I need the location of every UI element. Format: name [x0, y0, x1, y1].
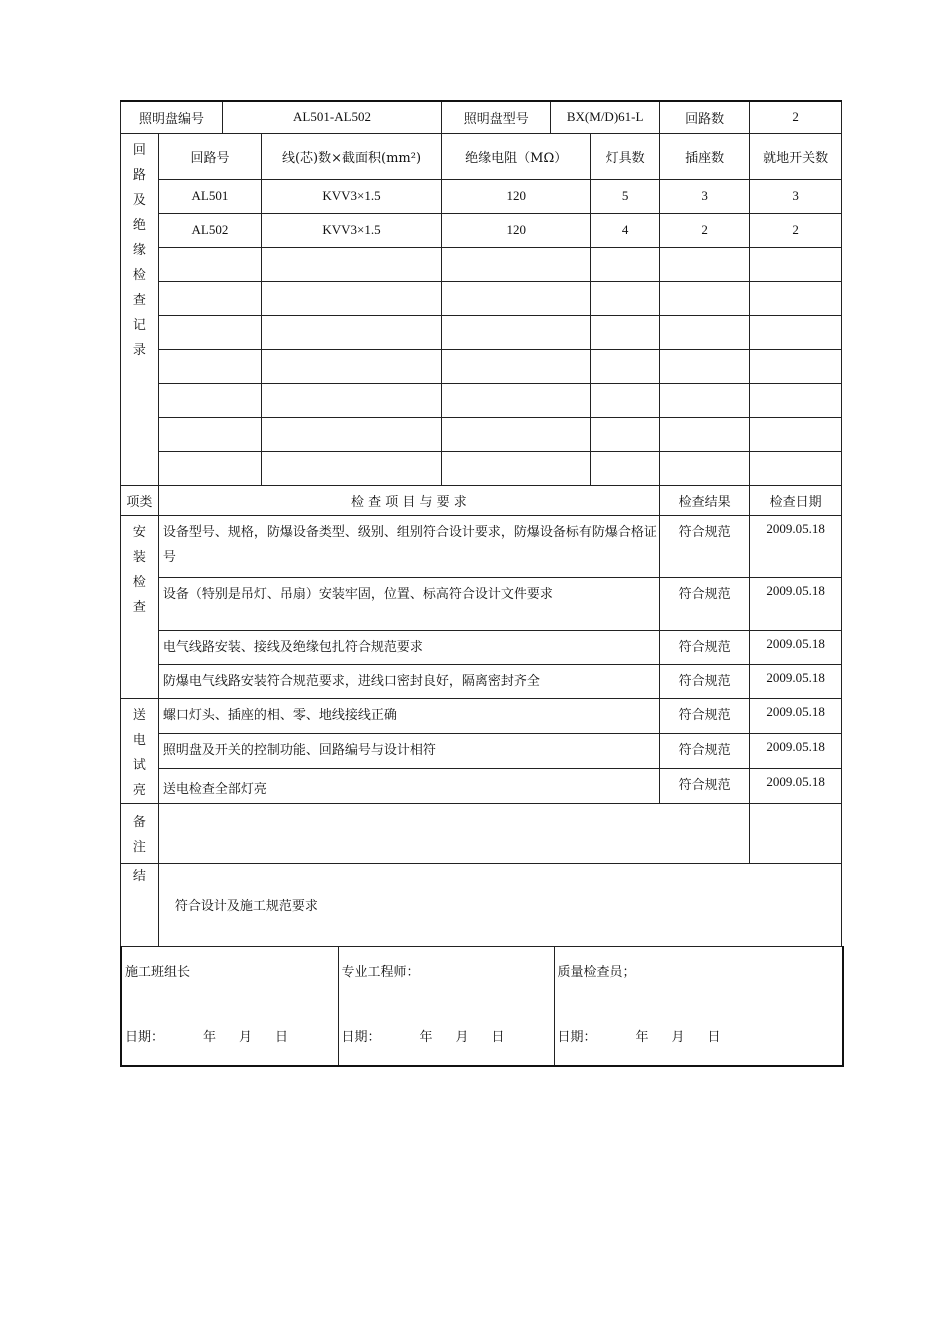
table-cell — [158, 281, 261, 315]
inspection-date: 2009.05.18 — [750, 630, 842, 664]
inspection-result: 符合规范 — [659, 515, 750, 577]
table-row — [121, 383, 842, 417]
inspection-row — [121, 664, 842, 698]
date-header: 检查日期 — [750, 485, 842, 515]
panel-no-value: AL501-AL502 — [223, 101, 442, 133]
table-cell — [659, 383, 750, 417]
table-cell: 5 — [591, 179, 659, 213]
main-table — [120, 100, 842, 947]
inspection-row — [121, 768, 842, 803]
table-cell: 2 — [750, 213, 842, 247]
table-cell — [659, 451, 750, 485]
column-header: 绝缘电阻（MΩ） — [442, 133, 591, 179]
inspection-row — [121, 577, 842, 630]
inspection-result: 符合规范 — [659, 733, 750, 768]
column-header: 灯具数 — [591, 133, 659, 179]
table-cell — [591, 247, 659, 281]
table-cell — [262, 349, 442, 383]
panel-no-label: 照明盘编号 — [121, 101, 223, 133]
table-cell — [750, 281, 842, 315]
inspection-date: 2009.05.18 — [750, 698, 842, 733]
circuit-columns-row — [121, 133, 842, 179]
table-cell — [591, 349, 659, 383]
table-cell: 4 — [591, 213, 659, 247]
inspection-row — [121, 698, 842, 733]
table-cell: AL501 — [158, 179, 261, 213]
table-cell — [750, 247, 842, 281]
inspection-date: 2009.05.18 — [750, 515, 842, 577]
signature-table — [120, 946, 844, 1068]
table-cell — [591, 451, 659, 485]
inspection-date: 2009.05.18 — [750, 768, 842, 803]
table-cell: 120 — [442, 179, 591, 213]
table-cell — [262, 451, 442, 485]
signature-role: 质量检查员； — [557, 964, 636, 980]
table-row — [121, 179, 842, 213]
inspection-row — [121, 515, 842, 577]
header-row — [121, 101, 842, 133]
power-test-section-label: 送 电 试 亮 — [121, 698, 159, 803]
inspection-date: 2009.05.18 — [750, 664, 842, 698]
table-cell: 3 — [750, 179, 842, 213]
inspection-row — [121, 733, 842, 768]
table-cell — [591, 383, 659, 417]
category-header: 项类 — [121, 485, 159, 515]
signature-role: 施工班组长 — [125, 964, 191, 980]
signature-date: 日期： 年 月 日 — [341, 1029, 505, 1045]
table-cell — [262, 315, 442, 349]
conclusion-label: 结 — [121, 863, 159, 946]
panel-model-value: BX(M/D)61-L — [551, 101, 659, 133]
table-cell — [659, 247, 750, 281]
table-cell — [262, 417, 442, 451]
table-cell — [442, 417, 591, 451]
table-cell — [442, 349, 591, 383]
column-header: 线(芯)数×截面积(mm²) — [262, 133, 442, 179]
remarks-row — [121, 803, 842, 863]
table-cell: 120 — [442, 213, 591, 247]
table-row — [121, 281, 842, 315]
table-row — [121, 349, 842, 383]
table-cell — [659, 417, 750, 451]
signature-row — [121, 946, 843, 1066]
table-cell — [750, 315, 842, 349]
table-cell — [262, 247, 442, 281]
remarks-label: 备 注 — [121, 803, 159, 863]
table-cell — [659, 281, 750, 315]
result-header: 检查结果 — [659, 485, 750, 515]
signature-cell — [338, 946, 554, 1066]
table-cell — [158, 417, 261, 451]
conclusion-row — [121, 863, 842, 946]
table-row — [121, 247, 842, 281]
signature-date: 日期： 年 月 日 — [125, 1029, 289, 1045]
table-cell — [158, 247, 261, 281]
signature-role: 专业工程师： — [341, 964, 420, 980]
table-cell — [442, 315, 591, 349]
inspection-header-row — [121, 485, 842, 515]
table-cell — [158, 383, 261, 417]
table-cell — [158, 315, 261, 349]
signature-cell — [554, 946, 843, 1066]
inspection-result: 符合规范 — [659, 664, 750, 698]
table-cell — [442, 383, 591, 417]
signature-date: 日期： 年 月 日 — [557, 1029, 721, 1045]
table-row — [121, 417, 842, 451]
table-row — [121, 315, 842, 349]
remarks-content — [158, 803, 749, 863]
installation-section-label: 安 装 检 查 — [121, 515, 159, 698]
inspection-item: 电气线路安装、接线及绝缘包扎符合规范要求 — [158, 630, 659, 664]
table-cell: 2 — [659, 213, 750, 247]
inspection-item: 螺口灯头、插座的相、零、地线接线正确 — [158, 698, 659, 733]
table-cell — [442, 281, 591, 315]
circuit-section-label: 回 路 及 绝 缘 检 查 记 录 — [121, 133, 159, 485]
table-cell: KVV3×1.5 — [262, 213, 442, 247]
table-cell — [158, 451, 261, 485]
inspection-result: 符合规范 — [659, 698, 750, 733]
table-cell — [158, 349, 261, 383]
table-cell — [591, 315, 659, 349]
table-row — [121, 213, 842, 247]
items-header: 检 查 项 目 与 要 求 — [158, 485, 659, 515]
table-cell — [262, 383, 442, 417]
table-cell — [442, 451, 591, 485]
table-cell — [659, 349, 750, 383]
inspection-item: 设备型号、规格，防爆设备类型、级别、组别符合设计要求，防爆设备标有防爆合格证号 — [158, 515, 659, 577]
conclusion-content: 符合设计及施工规范要求 — [158, 863, 841, 946]
inspection-form — [120, 100, 842, 1067]
table-cell — [442, 247, 591, 281]
table-cell — [591, 281, 659, 315]
column-header: 插座数 — [659, 133, 750, 179]
table-cell — [750, 349, 842, 383]
table-cell — [750, 383, 842, 417]
inspection-result: 符合规范 — [659, 768, 750, 803]
signature-cell — [121, 946, 338, 1066]
inspection-item: 送电检查全部灯亮 — [158, 768, 659, 803]
inspection-item: 防爆电气线路安装符合规范要求，进线口密封良好，隔离密封齐全 — [158, 664, 659, 698]
panel-model-label: 照明盘型号 — [442, 101, 551, 133]
inspection-date: 2009.05.18 — [750, 577, 842, 630]
table-row — [121, 451, 842, 485]
remarks-extra — [750, 803, 842, 863]
column-header: 回路号 — [158, 133, 261, 179]
circuit-count-label: 回路数 — [659, 101, 750, 133]
table-cell — [750, 417, 842, 451]
table-cell — [591, 417, 659, 451]
inspection-item: 照明盘及开关的控制功能、回路编号与设计相符 — [158, 733, 659, 768]
table-cell — [659, 315, 750, 349]
table-cell — [750, 451, 842, 485]
table-cell: KVV3×1.5 — [262, 179, 442, 213]
table-cell — [262, 281, 442, 315]
column-header: 就地开关数 — [750, 133, 842, 179]
inspection-date: 2009.05.18 — [750, 733, 842, 768]
inspection-item: 设备（特别是吊灯、吊扇）安装牢固，位置、标高符合设计文件要求 — [158, 577, 659, 630]
table-cell: AL502 — [158, 213, 261, 247]
inspection-result: 符合规范 — [659, 577, 750, 630]
circuit-count-value: 2 — [750, 101, 842, 133]
table-cell: 3 — [659, 179, 750, 213]
inspection-row — [121, 630, 842, 664]
inspection-result: 符合规范 — [659, 630, 750, 664]
